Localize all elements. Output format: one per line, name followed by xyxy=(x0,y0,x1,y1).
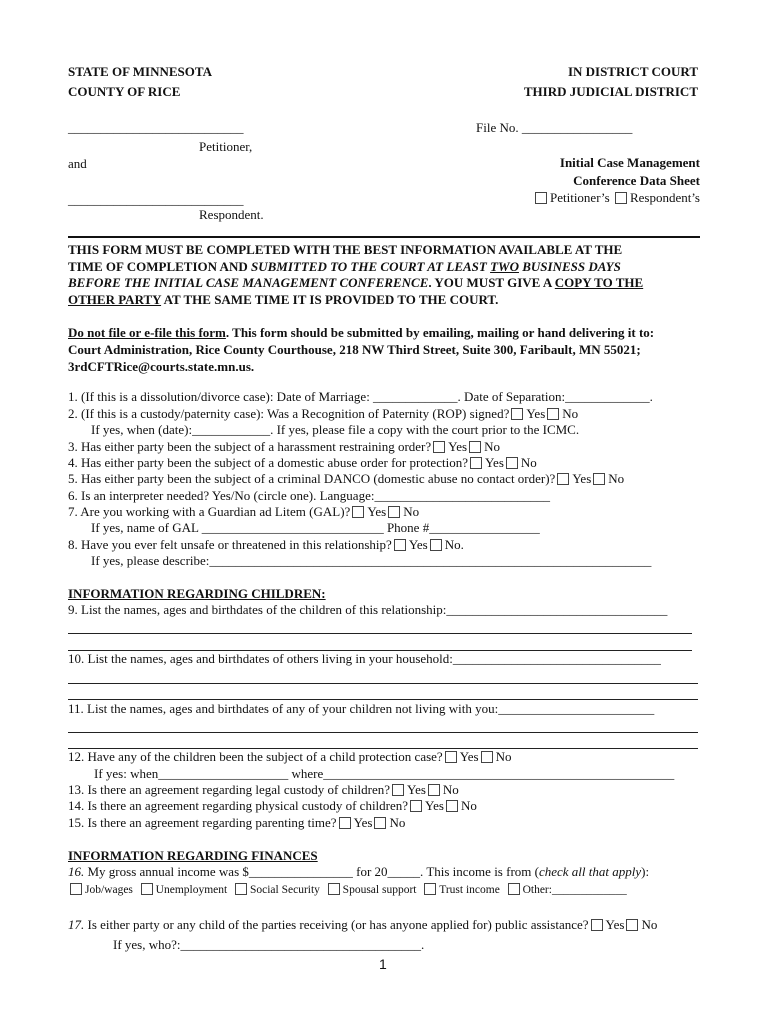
answer-line[interactable] xyxy=(68,633,692,634)
question-16: 16. My gross annual income was $________________ for 20_____. This income is from (check all that apply): xyxy=(68,864,650,879)
question-17-followup: If yes, who?:_____________________________________. xyxy=(113,937,425,952)
question-17: 17. Is either party or any child of the parties receiving (or has anyone applied for) public assistance? Yes No xyxy=(68,917,658,932)
court-heading: IN DISTRICT COURT xyxy=(567,64,698,79)
submit-line2: Court Administration, Rice County Courthouse, 218 NW Third Street, Suite 300, Faribault, MN 55021; xyxy=(68,342,641,357)
source-trust-checkbox[interactable] xyxy=(424,883,436,895)
source-label: Job/wages xyxy=(85,884,133,896)
q12-yes-checkbox[interactable] xyxy=(445,751,457,763)
children-heading: INFORMATION REGARDING CHILDREN: xyxy=(68,586,326,601)
state-heading: STATE OF MINNESOTA xyxy=(68,64,212,79)
q8-yes-checkbox[interactable] xyxy=(394,539,406,551)
submit-block xyxy=(68,324,702,375)
party-select xyxy=(533,190,700,206)
q13-no-checkbox[interactable] xyxy=(428,784,440,796)
q7-yes-checkbox[interactable] xyxy=(352,506,364,518)
source-label: Spousal support xyxy=(342,884,417,896)
source-social-security-checkbox[interactable] xyxy=(235,883,247,895)
question-7: 7. Are you working with a Guardian ad Litem (GAL)? Yes No xyxy=(68,504,420,519)
district-heading: THIRD JUDICIAL DISTRICT xyxy=(523,84,698,99)
notice-line3: BEFORE THE INITIAL CASE MANAGEMENT CONFERENCE. YOU MUST GIVE A COPY TO THE xyxy=(68,275,644,290)
source-label: Unemployment xyxy=(155,884,228,896)
q5-yes-checkbox[interactable] xyxy=(557,473,569,485)
question-6: 6. Is an interpreter needed? Yes/No (circle one). Language:___________________________ xyxy=(68,488,550,503)
q8-no-checkbox[interactable] xyxy=(430,539,442,551)
question-3: 3. Has either party been the subject of a harassment restraining order? Yes No xyxy=(68,439,500,454)
question-14: 14. Is there an agreement regarding physical custody of children? Yes No xyxy=(68,798,477,813)
question-4: 4. Has either party been the subject of a domestic abuse order for protection? Yes No xyxy=(68,455,537,470)
page-number: 1 xyxy=(379,956,387,972)
q15-yes-checkbox[interactable] xyxy=(339,817,351,829)
question-12-followup: If yes: when____________________ where______________________________________________________ xyxy=(94,766,675,781)
question-15: 15. Is there an agreement regarding parenting time? Yes No xyxy=(68,815,406,830)
question-10: 10. List the names, ages and birthdates of others living in your household:________________________________ xyxy=(68,651,661,666)
petitioners-checkbox[interactable] xyxy=(535,192,547,204)
source-job-checkbox[interactable] xyxy=(70,883,82,895)
q14-no-checkbox[interactable] xyxy=(446,800,458,812)
petitioner-line[interactable]: ___________________________ xyxy=(68,120,244,135)
petitioner-label: Petitioner, xyxy=(199,139,253,154)
source-label: Trust income xyxy=(439,884,500,896)
respondent-label: Respondent. xyxy=(199,207,264,222)
source-label: Social Security xyxy=(249,884,320,896)
file-number-field[interactable]: File No. _________________ xyxy=(476,120,633,135)
question-2-followup: If yes, when (date):____________. If yes, please file a copy with the court prior to the ICMC. xyxy=(91,422,580,437)
source-label: Other:_____________ xyxy=(522,884,627,896)
question-13: 13. Is there an agreement regarding legal custody of children? Yes No xyxy=(68,782,459,797)
q2-yes-checkbox[interactable] xyxy=(511,408,523,420)
source-other-checkbox[interactable] xyxy=(508,883,520,895)
form-title-line2: Conference Data Sheet xyxy=(573,173,700,188)
form-title-line1: Initial Case Management xyxy=(559,155,700,170)
respondent-line[interactable]: ___________________________ xyxy=(68,192,244,207)
q17-yes-checkbox[interactable] xyxy=(591,919,603,931)
q5-no-checkbox[interactable] xyxy=(593,473,605,485)
question-1: 1. (If this is a dissolution/divorce case): Date of Marriage: _____________. Date of Separation:_____________. xyxy=(68,389,653,404)
q2-no-checkbox[interactable] xyxy=(547,408,559,420)
q3-yes-checkbox[interactable] xyxy=(433,441,445,453)
q3-no-checkbox[interactable] xyxy=(469,441,481,453)
submit-line1: Do not file or e-file this form. This form should be submitted by emailing, mailing or hand delivering it to: xyxy=(68,325,655,340)
q7-no-checkbox[interactable] xyxy=(388,506,400,518)
q4-yes-checkbox[interactable] xyxy=(470,457,482,469)
answer-line[interactable] xyxy=(68,683,698,684)
answer-line[interactable] xyxy=(68,732,698,733)
q14-yes-checkbox[interactable] xyxy=(410,800,422,812)
q17-no-checkbox[interactable] xyxy=(626,919,638,931)
county-heading: COUNTY OF RICE xyxy=(68,84,181,99)
divider xyxy=(68,236,700,238)
respondents-checkbox[interactable] xyxy=(615,192,627,204)
and-label: and xyxy=(68,156,87,171)
question-8: 8. Have you ever felt unsafe or threatened in this relationship? Yes No. xyxy=(68,537,464,552)
question-7-followup: If yes, name of GAL ____________________________ Phone #_________________ xyxy=(91,520,540,535)
source-unemployment-checkbox[interactable] xyxy=(141,883,153,895)
q4-no-checkbox[interactable] xyxy=(506,457,518,469)
question-12: 12. Have any of the children been the subject of a child protection case? Yes No xyxy=(68,749,512,764)
notice-line2: TIME OF COMPLETION AND SUBMITTED TO THE COURT AT LEAST TWO BUSINESS DAYS xyxy=(68,258,621,274)
finances-heading: INFORMATION REGARDING FINANCES xyxy=(68,848,318,863)
question-2: 2. (If this is a custody/paternity case): Was a Recognition of Paternity (ROP) signed? Yes No xyxy=(68,406,579,421)
submit-email: 3rdCFTRice@courts.state.mn.us. xyxy=(68,359,255,374)
question-8-followup: If yes, please describe:____________________________________________________________________ xyxy=(91,553,652,568)
income-sources xyxy=(68,883,627,896)
answer-line[interactable] xyxy=(68,699,698,700)
question-11: 11. List the names, ages and birthdates of any of your children not living with you:________________________ xyxy=(68,701,655,716)
petitioners-label: Petitioner’s xyxy=(549,190,610,205)
question-9: 9. List the names, ages and birthdates of the children of this relationship:__________________________________ xyxy=(68,602,668,617)
question-5: 5. Has either party been the subject of a criminal DANCO (domestic abuse no contact order)? Yes No xyxy=(68,471,625,486)
notice-line4: OTHER PARTY AT THE SAME TIME IT IS PROVIDED TO THE COURT. xyxy=(68,291,499,307)
q15-no-checkbox[interactable] xyxy=(374,817,386,829)
notice-line1: THIS FORM MUST BE COMPLETED WITH THE BEST INFORMATION AVAILABLE AT THE xyxy=(68,242,623,257)
notice-block xyxy=(68,242,702,308)
q13-yes-checkbox[interactable] xyxy=(392,784,404,796)
source-spousal-support-checkbox[interactable] xyxy=(328,883,340,895)
respondents-label: Respondent’s xyxy=(629,190,700,205)
q12-no-checkbox[interactable] xyxy=(481,751,493,763)
